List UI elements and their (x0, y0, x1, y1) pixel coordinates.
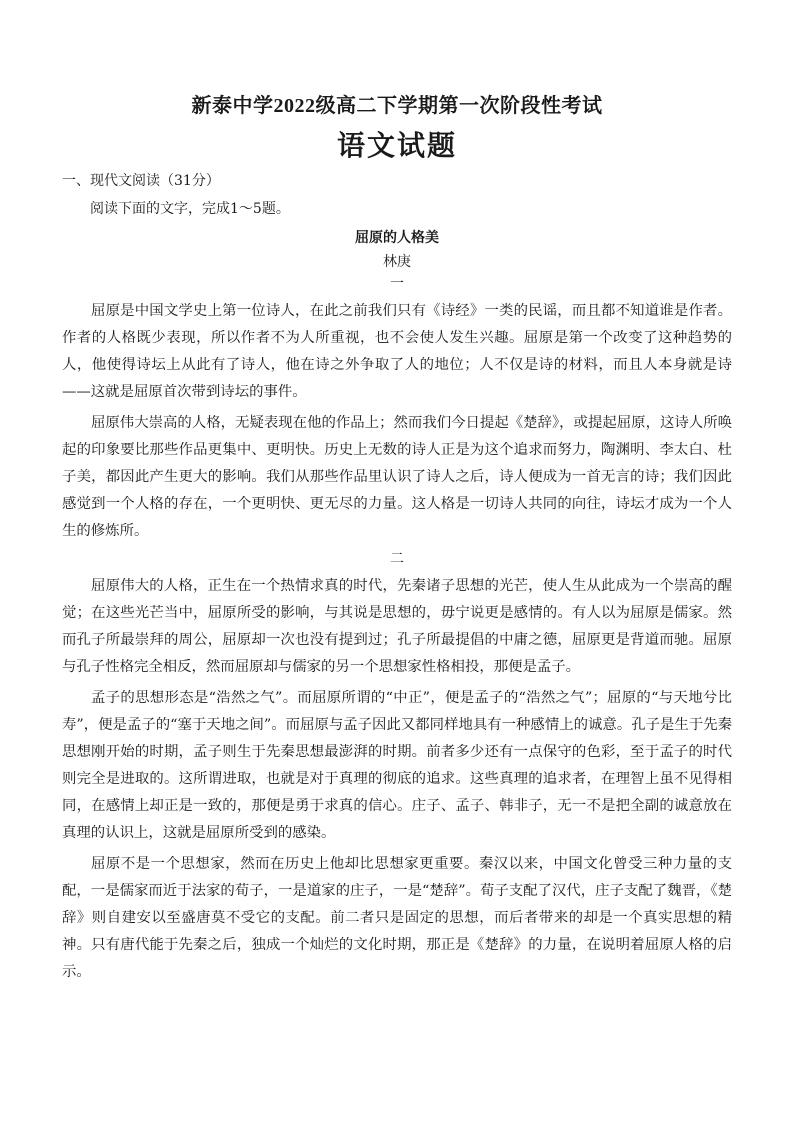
paragraph: 屈原不是一个思想家，然而在历史上他却比思想家更重要。秦汉以来，中国文化曾受三种力量的支配，一是儒家而近于法家的荀子，一是道家的庄子，一是“楚辞”。荀子支配了汉代，庄子支配了魏晋，《楚辞》则自建安以至盛唐莫不受它的支配。前二者只是固定的思想，而后者带来的却是一个真实思想的精神。只有唐代能于先秦之后，独成一个灿烂的文化时期，那正是《楚辞》的力量，在说明着屈原人格的启示。 (62, 856, 732, 980)
paragraph: 孟子的思想形态是“浩然之气”。而屈原所谓的“中正”，便是孟子的“浩然之气”；屈原的“与天地兮比寿”，便是孟子的“塞于天地之间”。而屈原与孟子因此又都同样地具有一种感情上的诚意。孔子是生于先秦思想刚开始的时期，孟子则生于先秦思想最澎湃的时期。前者多少还有一点保守的色彩，至于孟子的时代则完全是进取的。这所谓进取，也就是对于真理的彻底的追求。这些真理的追求者，在理智上虽不见得相同，在感情上却正是一致的，那便是勇于求真的信心。庄子、孟子、韩非子，无一不是把全副的诚意放在真理的认识上，这就是屈原所受到的感染。 (62, 690, 732, 841)
article-part-1 (62, 274, 732, 545)
paragraph: 屈原伟大的人格，正生在一个热情求真的时代，先秦诸子思想的光芒，使人生从此成为一个崇高的醒觉；在这些光芒当中，屈原所受的影响，与其说是思想的，毋宁说更是感情的。有人以为屈原是儒家。然而孔子所最崇拜的周公，屈原却一次也没有提到过；孔子所最提倡的中庸之德，屈原更是背道而驰。屈原与孔子性格完全相反，然而屈原却与儒家的另一个思想家性格相投，那便是孟子。 (62, 578, 732, 675)
article-title: 屈原的人格美 (355, 230, 439, 246)
exam-title: 新泰中学2022级高二下学期第一次阶段性考试 (191, 95, 603, 117)
section-heading: 一、现代文阅读（31分） (62, 173, 220, 189)
article-author: 林庚 (383, 254, 411, 270)
paragraph: 屈原伟大崇高的人格，无疑表现在他的作品上；然而我们今日提起《楚辞》，或提起屈原，这诗人所唤起的印象要比那些作品更集中、更明快。历史上无数的诗人正是为这个追求而努力，陶渊明、李太白、杜子美，都因此产生更大的影响。我们从那些作品里认识了诗人之后，诗人便成为一首无言的诗；我们因此感觉到一个人格的存在，一个更明快、更无尽的力量。这人格是一切诗人共同的向往，诗坛才成为一个人生的修炼所。 (62, 415, 732, 539)
part-marker: 二 (390, 551, 404, 567)
reading-instruction: 阅读下面的文字，完成1～5题。 (90, 201, 290, 217)
part-marker: 一 (390, 276, 404, 292)
paragraph: 屈原是中国文学史上第一位诗人，在此之前我们只有《诗经》一类的民谣，而且都不知道谁是作者。作者的人格既少表现，所以作者不为人所重视，也不会使人发生兴趣。屈原是第一个改变了这种趋势的人，他使得诗坛上从此有了诗人，他在诗之外争取了人的地位；人不仅是诗的材料，而且人本身就是诗——这就是屈原首次带到诗坛的事件。 (62, 303, 732, 400)
subject-title: 语文试题 (336, 129, 457, 162)
article-part-2 (62, 549, 732, 986)
